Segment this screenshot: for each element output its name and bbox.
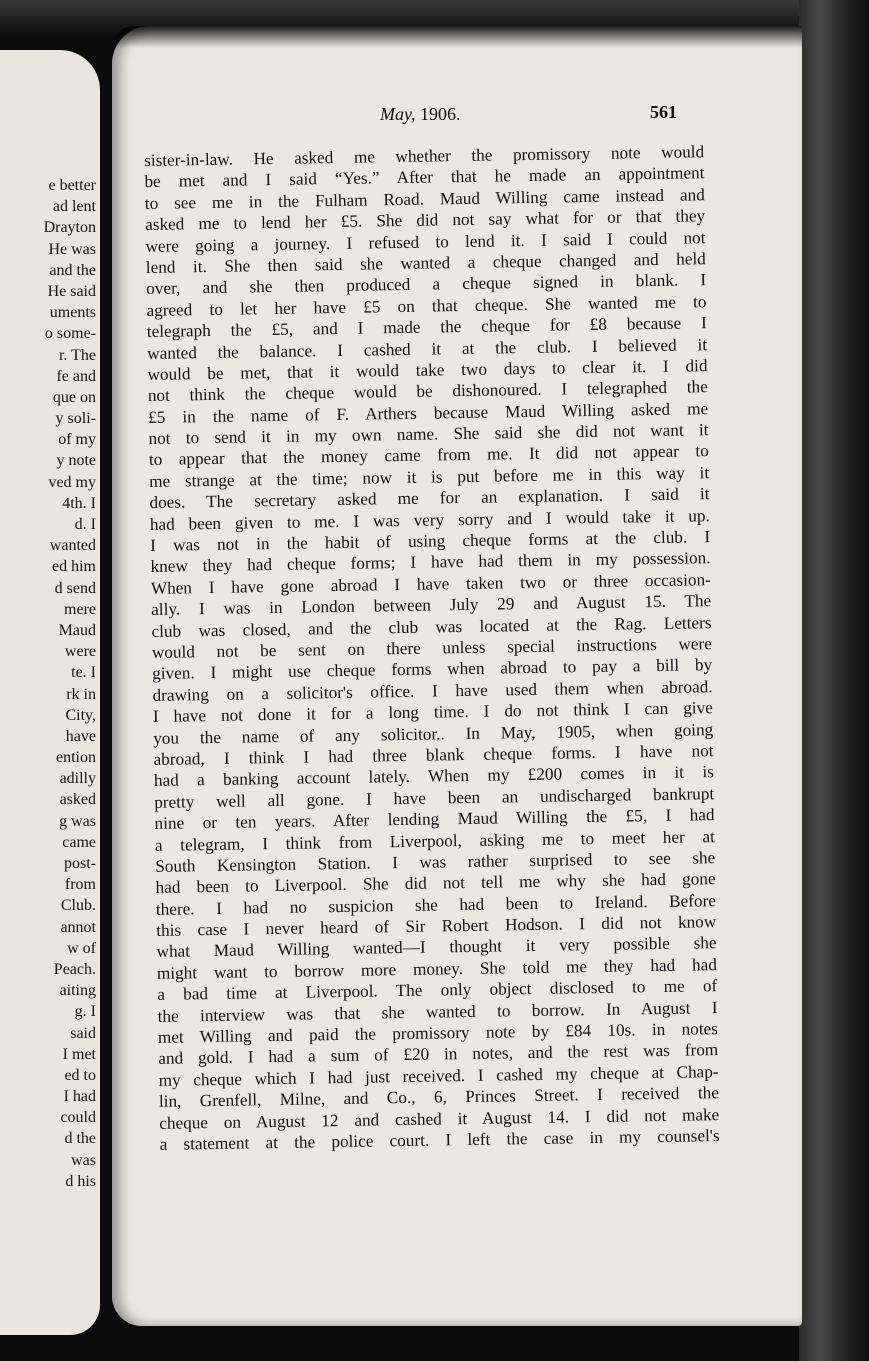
body-line: given. I might use cheque forms when abroad to pay a bill by xyxy=(152,655,713,684)
left-page-line: and the xyxy=(49,261,96,279)
body-line: abroad, I think I had three blank cheque forms. I have not xyxy=(153,741,714,769)
left-page-line: ed him xyxy=(52,558,96,576)
body-line: had been to Liverpool. She did not tell me why she had gone xyxy=(155,869,716,898)
left-page-line: were xyxy=(64,643,96,661)
left-page-line: asked xyxy=(59,791,96,809)
body-line: to see me in the Fulham Road. Maud Willing came instead and xyxy=(144,184,705,213)
left-page-line: was xyxy=(71,1151,96,1169)
body-line: had been given to me. I was very sorry and I would take it up. xyxy=(149,505,710,534)
body-line: had a banking account lately. When my £200 comes in it is xyxy=(153,762,714,791)
left-page-line: d his xyxy=(65,1172,96,1190)
page-number: 561 xyxy=(650,102,677,122)
body-line: cheque on August 12 and cashed it August 14. I did not make xyxy=(159,1104,720,1133)
body-line: you the name of any solicitor.. In May, 1905, when going xyxy=(153,719,714,748)
left-page-line: He was xyxy=(48,240,96,258)
left-page-line: y note xyxy=(56,452,96,470)
left-page-line: d send xyxy=(54,579,96,597)
body-line: would be met, that it would take two days to clear it. I did xyxy=(147,356,708,384)
running-head xyxy=(380,104,461,125)
body-line: wanted the balance. I cashed it at the club. I believed it xyxy=(147,334,708,363)
left-page-line: g was xyxy=(59,812,96,830)
left-page-line: Maud xyxy=(58,621,96,639)
body-line: the interview was that she wanted to borrow. In August I xyxy=(157,997,718,1026)
body-line: asked me to lend her £5. She did not say what for or that they xyxy=(145,206,706,235)
left-page-line: Drayton xyxy=(43,219,96,237)
running-head-year: 1906. xyxy=(420,104,461,124)
left-page xyxy=(0,50,100,1335)
left-page-line: ed to xyxy=(64,1066,96,1084)
body-line: be met and I said “Yes.” After that he made an appointment xyxy=(144,163,705,192)
body-line: what Maud Willing wanted—I thought it very possible she xyxy=(156,933,717,962)
body-line: drawing on a solicitor's office. I have used them when abroad. xyxy=(152,676,713,705)
body-line: sister-in-law. He asked me whether the promissory note would xyxy=(144,142,705,170)
body-line: would not be sent on there unless special instructions were xyxy=(151,634,712,662)
left-page-line: Peach. xyxy=(53,960,96,978)
body-line: lend it. She then said she wanted a cheque changed and held xyxy=(145,249,706,277)
left-page-line: of my xyxy=(58,431,96,449)
left-page-line: I met xyxy=(62,1045,96,1063)
body-line: a statement at the police court. I left the case in my counsel's xyxy=(159,1126,720,1154)
left-page-line: He said xyxy=(47,282,96,300)
left-page-line: g. I xyxy=(74,1003,96,1021)
body-line: not think the cheque would be dishonoured. I telegraphed the xyxy=(147,377,708,406)
body-line: a telegram, I think from Liverpool, asking me to meet her at xyxy=(154,826,715,855)
left-page-line: w of xyxy=(67,939,96,957)
body-line: nine or ten years. After lending Maud Willing the £5, I had xyxy=(154,805,715,834)
left-page-line: que on xyxy=(52,388,96,406)
body-line: not to send it in my own name. She said she did not want it xyxy=(148,420,709,449)
left-page-line: aiting xyxy=(59,982,96,1000)
left-page-line: uments xyxy=(49,304,96,322)
page-header xyxy=(112,104,802,130)
left-page-line: mere xyxy=(64,600,96,618)
left-page-line: r. The xyxy=(58,346,96,364)
body-line: my cheque which I had just received. I cashed my cheque at Chap- xyxy=(158,1061,719,1090)
left-page-line: I had xyxy=(63,1088,96,1106)
body-line: £5 in the name of F. Arthers because Maud Willing asked me xyxy=(148,398,709,427)
left-page-text xyxy=(6,175,96,1192)
body-line: does. The secretary asked me for an explanation. I said it xyxy=(149,484,710,513)
left-page-line: have xyxy=(65,727,96,745)
body-line: agreed to let her have £5 on that cheque. She wanted me to xyxy=(146,291,707,320)
left-page-line: came xyxy=(62,833,96,851)
left-page-line: d. I xyxy=(74,516,96,533)
body-line: were going a journey. I refused to lend it. I said I could not xyxy=(145,227,706,256)
body-line: to appear that the money came from me. It did not appear to xyxy=(148,441,709,470)
body-line: telegraph the £5, and I made the cheque for £8 because I xyxy=(146,313,707,342)
left-page-line: e better xyxy=(48,177,96,194)
scanner-background-right xyxy=(799,0,869,1361)
left-page-line: y soli- xyxy=(55,410,96,428)
body-line: a bad time at Liverpool. The only object disclosed to me of xyxy=(157,976,718,1005)
body-line: there. I had no suspicion she had been to Ireland. Before xyxy=(155,890,717,919)
left-page-line: te. I xyxy=(71,664,96,682)
left-page-line: could xyxy=(60,1109,96,1127)
left-page-line: wanted xyxy=(49,537,96,555)
body-text xyxy=(144,141,720,1155)
body-line: me strange at the time; now it is put before me in this way it xyxy=(149,463,710,491)
left-page-line: ention xyxy=(56,749,96,767)
body-line: over, and she then produced a cheque signed in blank. I xyxy=(146,270,707,299)
body-line: I have not done it for a long time. I do not think I can give xyxy=(152,698,713,727)
body-line: lin, Grenfell, Milne, and Co., 6, Princes Street. I received the xyxy=(158,1083,720,1112)
left-page-line: o some- xyxy=(44,325,96,343)
body-line: might want to borrow more money. She told me they had had xyxy=(156,954,718,983)
main-page xyxy=(112,26,802,1326)
body-line: club was closed, and the club was located at the Rag. Letters xyxy=(151,612,712,641)
body-line: knew they had cheque forms; I have had them in my possession. xyxy=(150,548,711,577)
left-page-line: d the xyxy=(64,1130,96,1148)
running-head-month: May, xyxy=(380,104,416,124)
left-page-line: rk in xyxy=(66,685,96,703)
body-line: ally. I was in London between July 29 and August 15. The xyxy=(151,591,712,620)
left-page-line: fe and xyxy=(56,367,96,385)
body-line: South Kensington Station. I was rather surprised to see she xyxy=(155,848,716,876)
left-page-line: ad lent xyxy=(52,198,96,216)
body-line: I was not in the habit of using cheque forms at the club. I xyxy=(150,527,711,555)
left-page-line: post- xyxy=(64,855,96,872)
body-line: met Willing and paid the promissory note by £84 10s. in notes xyxy=(157,1019,719,1047)
body-line: When I have gone abroad I have taken two or three occasion- xyxy=(150,569,711,598)
body-line: pretty well all gone. I have been an undischarged bankrupt xyxy=(154,783,715,812)
left-page-line: from xyxy=(64,876,96,894)
left-page-line: City, xyxy=(65,706,96,724)
page-top-shadow xyxy=(112,26,802,48)
left-page-line: adilly xyxy=(59,770,96,788)
left-page-line: said xyxy=(70,1024,96,1042)
left-page-line: ved my xyxy=(48,473,96,491)
body-line: this case I never heard of Sir Robert Hodson. I did not know xyxy=(156,912,717,940)
left-page-line: annot xyxy=(60,918,96,936)
left-page-line: 4th. I xyxy=(62,494,96,512)
left-page-line: Club. xyxy=(60,897,96,915)
body-line: and gold. I had a sum of £20 in notes, and the rest was from xyxy=(158,1040,719,1069)
